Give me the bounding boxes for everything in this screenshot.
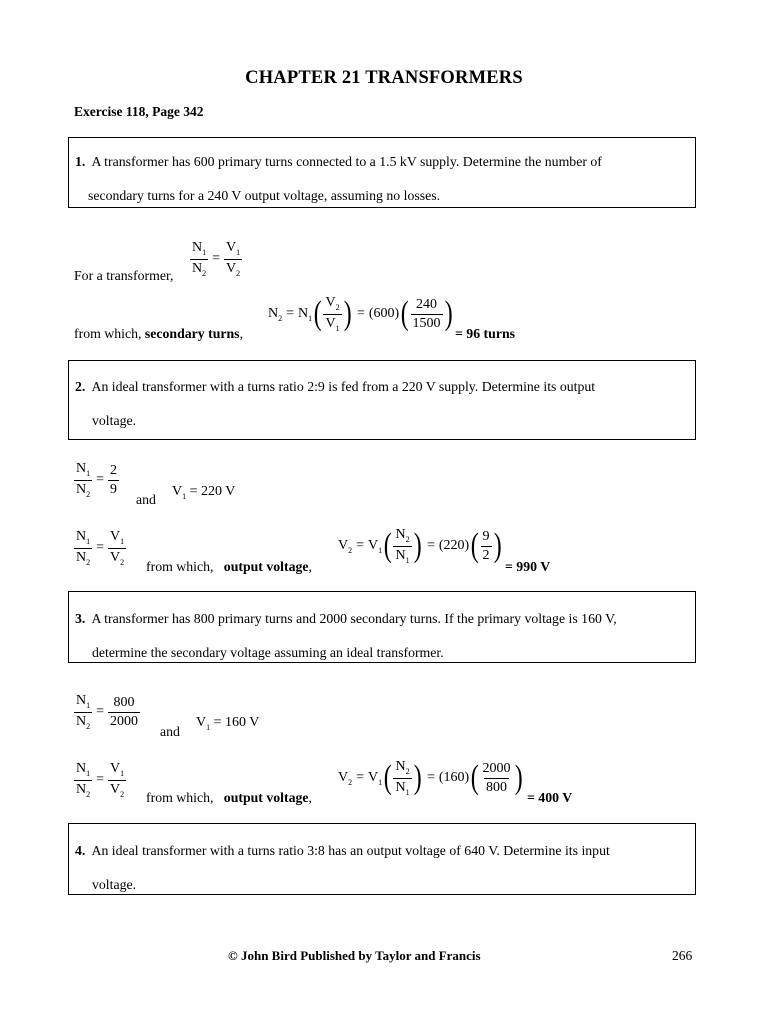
denominator-1500: 1500 bbox=[412, 315, 441, 331]
question-1-line1 bbox=[75, 154, 602, 170]
question-text: A transformer has 800 primary turns and 2000 secondary turns. If the primary voltage is 160 V, bbox=[91, 611, 617, 626]
result-400-v: = 400 V bbox=[527, 790, 573, 805]
question-box-2 bbox=[68, 360, 696, 440]
question-number: 1. bbox=[75, 154, 86, 169]
voltage-ratio-formula-2: $\frac{N_1}{N_2}$ = $\frac{V_1}{V_2}$ bbox=[76, 529, 125, 567]
question-4-line1 bbox=[75, 843, 610, 859]
result-96-turns: = 96 turns bbox=[455, 326, 515, 341]
v1-160-equation: $V_1$ = 160 V bbox=[196, 715, 260, 732]
question-1-line2: secondary turns for a 240 V output voltage, assuming no losses. bbox=[88, 188, 441, 203]
v1-220-equation: $V_1$ = 220 V bbox=[172, 484, 236, 501]
question-number: 2. bbox=[75, 379, 86, 394]
chapter-title: CHAPTER 21 TRANSFORMERS bbox=[245, 68, 523, 88]
and-label-2: and bbox=[136, 492, 156, 507]
result-990-v: = 990 V bbox=[505, 559, 551, 574]
and-label-3: and bbox=[160, 724, 180, 739]
output-voltage-equation-3: $V_2$ = $V_1$ ( $\frac{N_2}{N_1}$ ) = (160) ( $\frac{2000}{800}$ ) bbox=[338, 759, 523, 797]
from-which-line-1: from which, secondary turns, bbox=[74, 326, 244, 341]
question-text: An ideal transformer with a turns ratio 2:9 is fed from a 220 V supply. Determine its output bbox=[91, 379, 596, 394]
ratio-formula-2: $\frac{N_1}{N_2}$ = $\frac{2}{9}$ bbox=[76, 461, 118, 499]
question-3-line2: determine the secondary voltage assuming an ideal transformer. bbox=[92, 645, 444, 660]
from-which-line-3: from which, output voltage, bbox=[146, 790, 312, 805]
result-label: secondary turns bbox=[144, 326, 240, 341]
numerator-240: 240 bbox=[416, 296, 437, 312]
output-voltage-equation-2: $V_2$ = $V_1$ ( $\frac{N_2}{N_1}$ ) = (220) ( $\frac{9}{2}$ ) bbox=[338, 527, 502, 565]
question-text: A transformer has 600 primary turns connected to a 1.5 kV supply. Determine the number of bbox=[91, 154, 602, 169]
question-box-1 bbox=[68, 137, 696, 208]
question-2-line1 bbox=[75, 379, 595, 395]
question-number: 3. bbox=[75, 611, 86, 626]
turns-ratio-formula: $\frac{N_1}{N_2}$ = $\frac{V_1}{V_2}$ bbox=[192, 240, 241, 278]
value-600: (600) bbox=[368, 306, 400, 322]
from-which-line-2: from which, output voltage, bbox=[146, 559, 312, 574]
question-4-line2: voltage. bbox=[92, 877, 137, 892]
secondary-turns-equation: $N_2$ = $N_1$ ( $\frac{V_2}{V_1}$ ) = (600) ( $\frac{240}{1500}$ ) bbox=[268, 295, 453, 333]
voltage-ratio-formula-3: $\frac{N_1}{N_2}$ = $\frac{V_1}{V_2}$ bbox=[76, 761, 125, 799]
page-number: 266 bbox=[672, 948, 693, 963]
copyright-footer: © John Bird Published by Taylor and Francis bbox=[228, 948, 481, 963]
question-2-line2: voltage. bbox=[92, 413, 137, 428]
exercise-label: Exercise 118, Page 342 bbox=[74, 104, 204, 119]
question-text: An ideal transformer with a turns ratio 3:8 has an output voltage of 640 V. Determine its input bbox=[91, 843, 610, 858]
result-label: output voltage bbox=[223, 559, 309, 574]
question-number: 4. bbox=[75, 843, 86, 858]
result-label: output voltage bbox=[223, 790, 309, 805]
ratio-formula-3: $\frac{N_1}{N_2}$ = $\frac{800}{2000}$ bbox=[76, 693, 139, 731]
question-box-4 bbox=[68, 823, 696, 895]
question-3-line1 bbox=[75, 611, 617, 627]
question-box-3 bbox=[68, 591, 696, 663]
for-transformer-label: For a transformer, bbox=[74, 268, 174, 283]
